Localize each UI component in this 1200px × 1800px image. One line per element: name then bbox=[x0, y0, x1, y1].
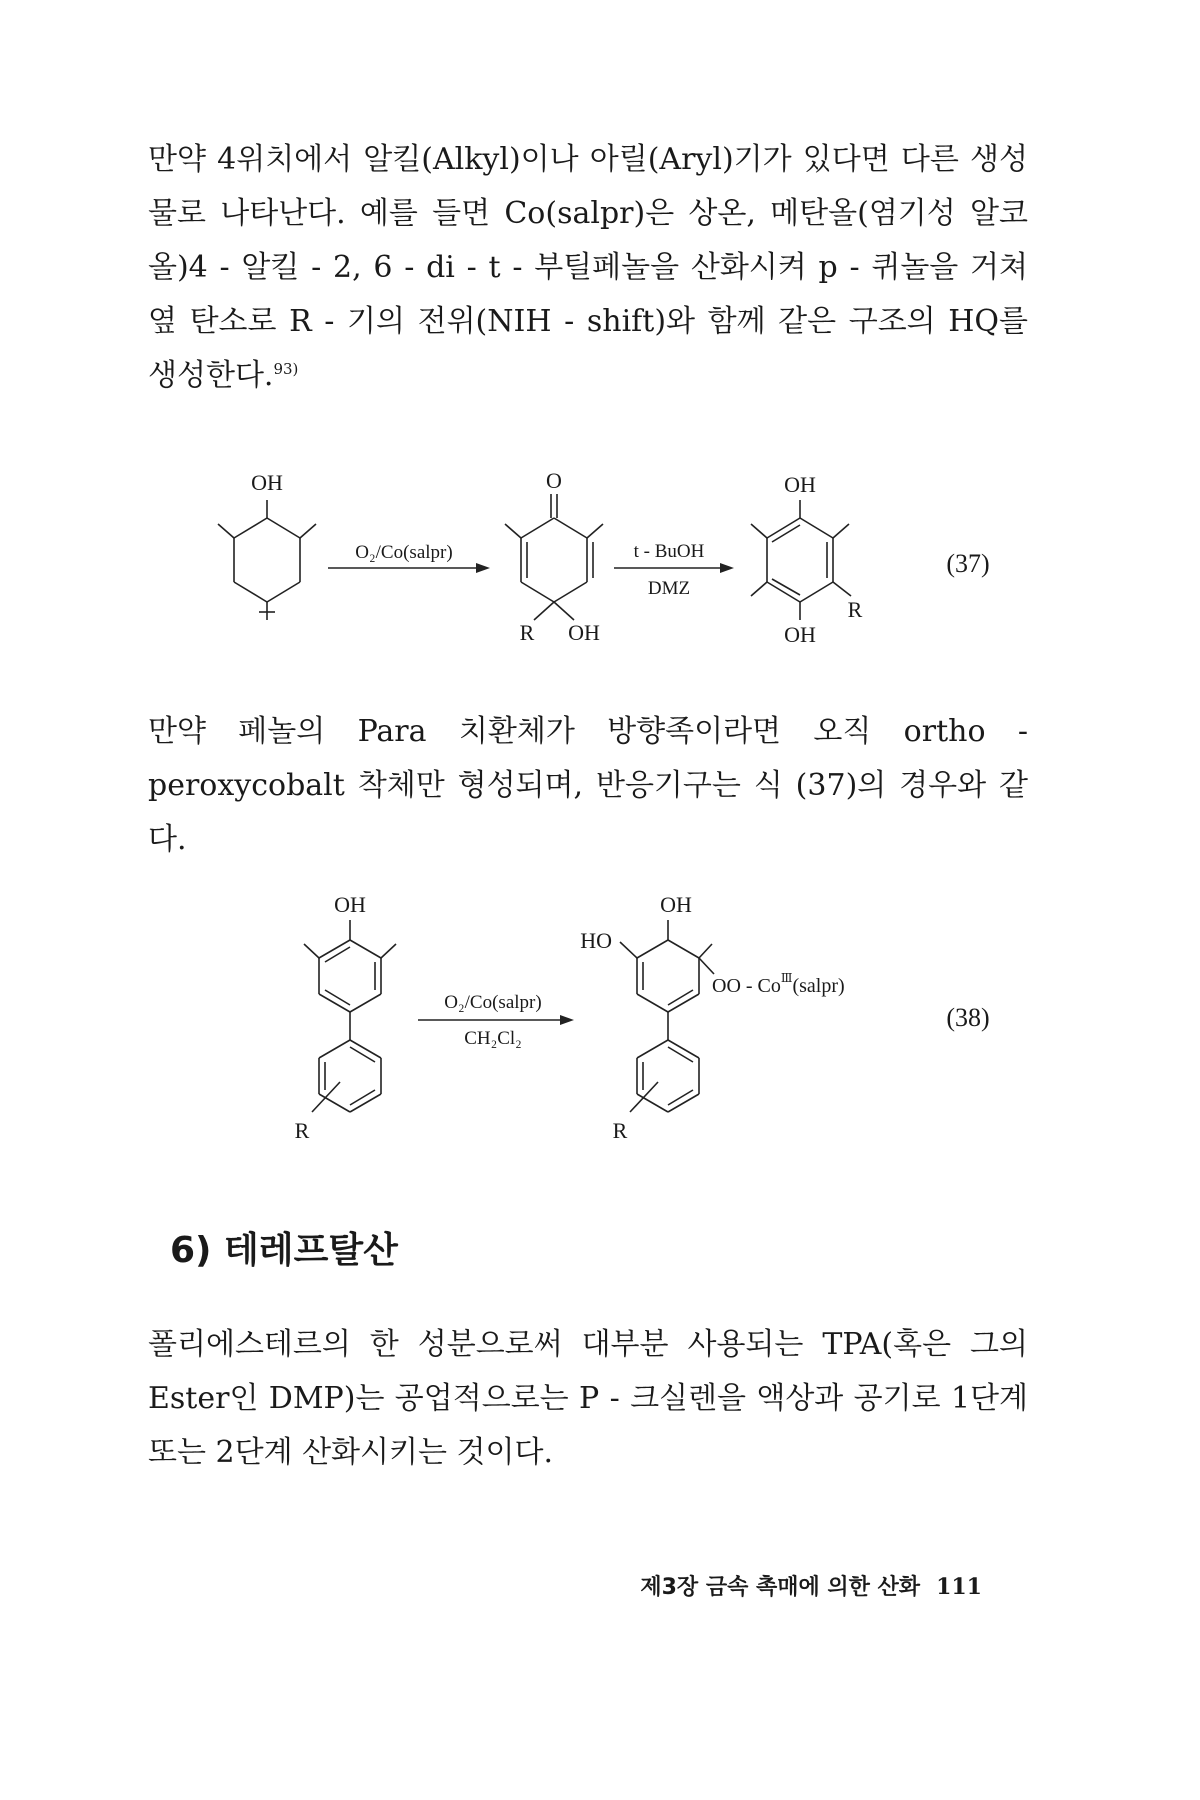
section-heading: 6) 테레프탈산 bbox=[170, 1230, 398, 1271]
label-quinol-oh: OH bbox=[568, 620, 600, 645]
label-product-peroxy bbox=[712, 971, 845, 997]
arrow-head-1 bbox=[476, 563, 490, 573]
reaction-scheme-38 bbox=[0, 880, 1200, 1174]
arrow-head-38 bbox=[560, 1015, 574, 1025]
label-start-r: R bbox=[294, 1118, 310, 1143]
label-product-oxidation-state: Ⅲ bbox=[780, 971, 793, 985]
label-reagent-1: O₂/Co(salpr) bbox=[355, 542, 453, 563]
ring-start-phenol-aryl bbox=[304, 920, 396, 1040]
ring-product-aryl bbox=[630, 1040, 699, 1112]
paragraph-terephthalic-acid: 폴리에스테르의 한 성분으로써 대부분 사용되는 TPA(혹은 그의 Ester인 DMP)는 공업적으로는 P - 크실렌을 액상과 공기로 1단계 또는 2단계 산화시키는 것이다. bbox=[148, 1327, 1028, 1470]
label-reagent-2-top: t - BuOH bbox=[633, 541, 705, 562]
label-product-ho: HO bbox=[580, 928, 612, 953]
label-reagent-top: O₂/Co(salpr) bbox=[444, 992, 542, 1013]
label-product-r: R bbox=[847, 597, 863, 622]
label-product-oh: OH bbox=[660, 892, 692, 917]
ring-start-aryl bbox=[312, 1040, 381, 1112]
arrow-head-2 bbox=[720, 563, 734, 573]
ring-peroxy-product bbox=[620, 920, 714, 1040]
label-product-salpr: (salpr) bbox=[792, 975, 845, 997]
label-product-oo: OO - Co bbox=[712, 975, 781, 997]
page-number: 111 bbox=[936, 1574, 982, 1600]
label-quinol-r: R bbox=[519, 620, 535, 645]
label-reagent-2-bottom: DMZ bbox=[647, 578, 691, 599]
equation-number-38: (38) bbox=[946, 1003, 990, 1032]
label-product-oh-bottom: OH bbox=[784, 622, 816, 647]
label-product-r: R bbox=[612, 1118, 628, 1143]
label-quinol-o: O bbox=[546, 468, 562, 493]
reaction-scheme-37 bbox=[0, 460, 1200, 684]
ring-start-phenol bbox=[218, 500, 316, 620]
reference-marker: 93) bbox=[273, 360, 299, 378]
page-footer bbox=[640, 1570, 982, 1601]
paragraph-nih-shift bbox=[148, 133, 1028, 403]
label-product-oh-top: OH bbox=[784, 472, 816, 497]
label-reagent-bottom: CH₂Cl₂ bbox=[464, 1028, 522, 1049]
label-start-oh: OH bbox=[334, 892, 366, 917]
chapter-title: 제3장 금속 촉매에 의한 산화 bbox=[640, 1575, 921, 1600]
label-start-oh: OH bbox=[251, 470, 283, 495]
ring-hydroquinone bbox=[751, 500, 851, 620]
ring-quinol bbox=[505, 494, 603, 620]
equation-number-37: (37) bbox=[946, 549, 990, 578]
paragraph-text: 만약 4위치에서 알킬(Alkyl)이나 아릴(Aryl)기가 있다면 다른 생성물로 나타난다. 예를 들면 Co(salpr)은 상온, 메탄올(염기성 알코올)4 - 알킬 - 2, 6 - di - t - 부틸페놀을 산화시켜 p - 퀴놀을 거쳐 옆 탄소로 R - 기의 전위(NIH - shift)와 함께 같은 구조의 HQ를 생성한다. bbox=[148, 142, 1028, 393]
paragraph-ortho-peroxycobalt: 만약 페놀의 Para 치환체가 방향족이라면 오직 ortho - peroxycobalt 착체만 형성되며, 반응기구는 식 (37)의 경우와 같다. bbox=[148, 714, 1028, 857]
